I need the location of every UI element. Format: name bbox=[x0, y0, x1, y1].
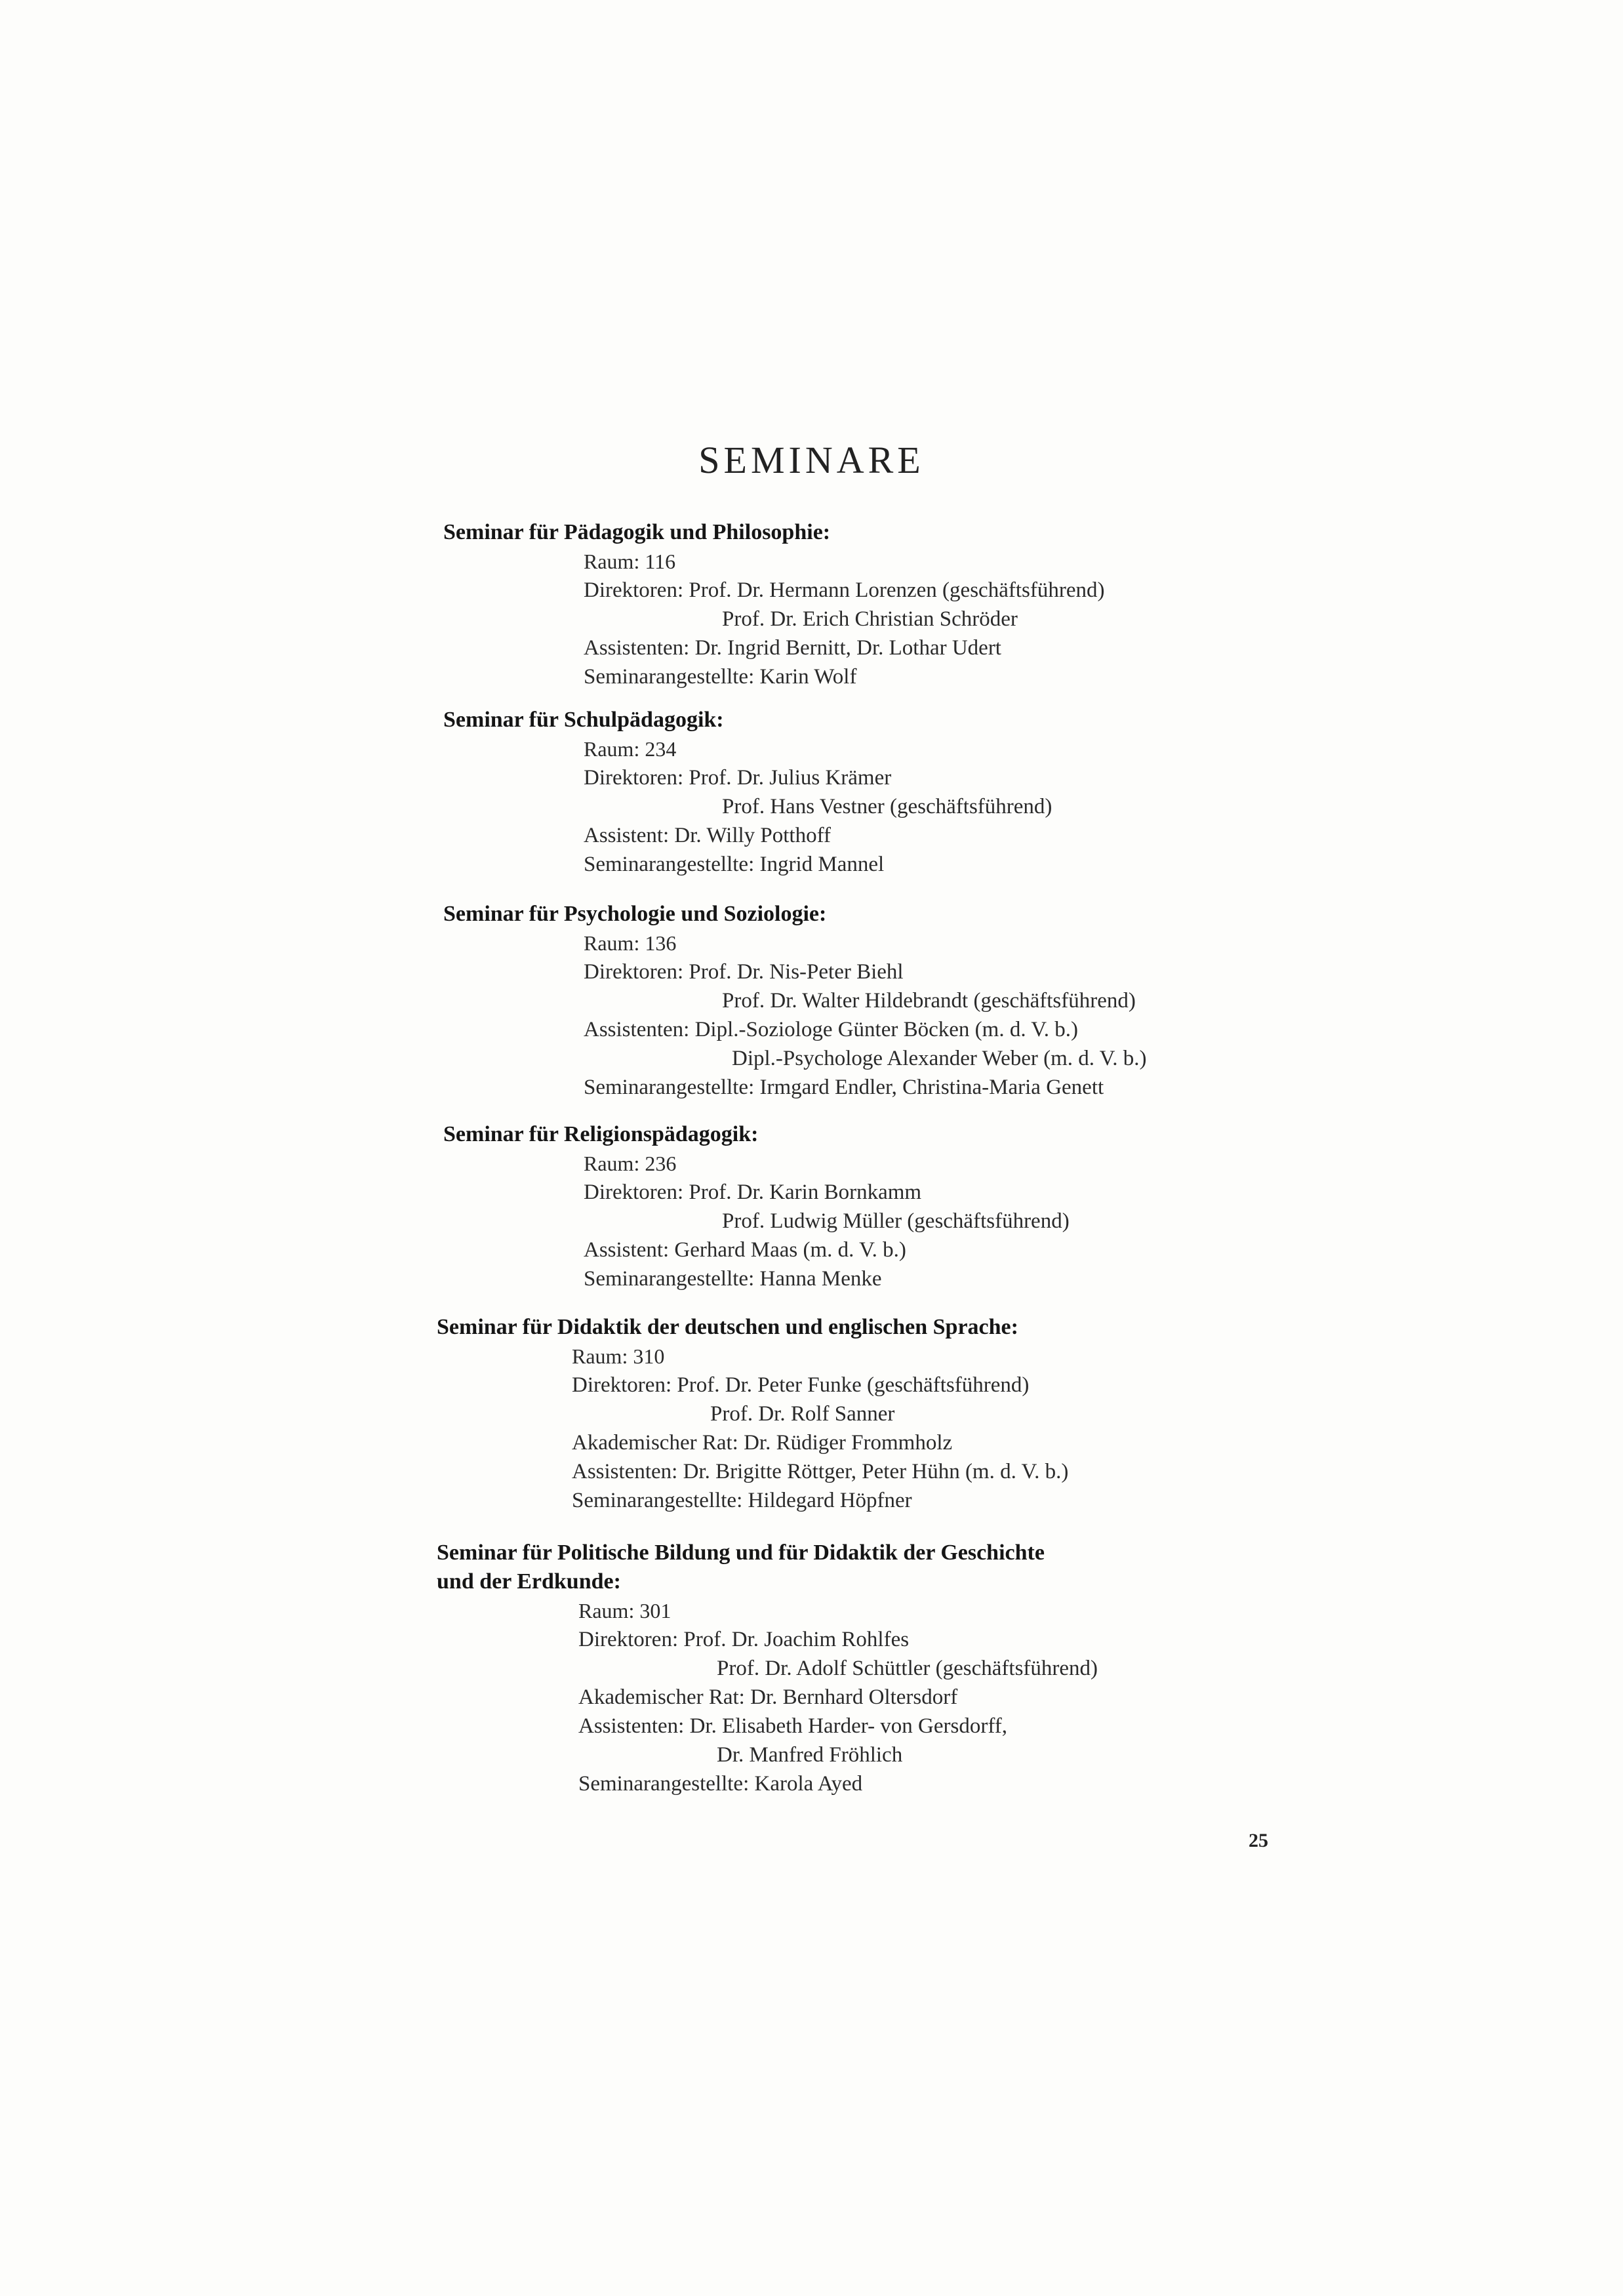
staff-line: Seminarangestellte: Ingrid Mannel bbox=[584, 853, 885, 876]
staff-line: Seminarangestellte: Karin Wolf bbox=[584, 665, 857, 689]
section-heading: Seminar für Psychologie und Soziologie: bbox=[443, 902, 827, 926]
directors-line: Prof. Hans Vestner (geschäftsführend) bbox=[722, 795, 1052, 818]
assistants-line: Assistenten: Dr. Brigitte Röttger, Peter Hühn (m. d. V. b.) bbox=[572, 1460, 1069, 1483]
seminar-section bbox=[443, 1120, 1361, 1293]
seminar-section bbox=[443, 518, 1361, 691]
directors-line: Direktoren: Prof. Dr. Hermann Lorenzen (geschäftsführend) bbox=[584, 578, 1105, 602]
academic-council-line: Akademischer Rat: Dr. Bernhard Oltersdorf bbox=[578, 1685, 958, 1709]
section-heading: Seminar für Pädagogik und Philosophie: bbox=[443, 520, 831, 544]
directors-line: Prof. Ludwig Müller (geschäftsführend) bbox=[722, 1209, 1070, 1233]
directors-line: Prof. Dr. Adolf Schüttler (geschäftsführend) bbox=[717, 1657, 1098, 1680]
directors-line: Direktoren: Prof. Dr. Julius Krämer bbox=[584, 766, 892, 790]
assistants-line: Assistent: Gerhard Maas (m. d. V. b.) bbox=[584, 1238, 906, 1262]
section-body bbox=[578, 1596, 1355, 1798]
seminar-section bbox=[443, 706, 1361, 879]
page-title: SEMINARE bbox=[698, 439, 925, 481]
directors-line: Direktoren: Prof. Dr. Peter Funke (geschäftsführend) bbox=[572, 1373, 1030, 1397]
section-body bbox=[584, 929, 1361, 1102]
section-heading: Seminar für Religionspädagogik: bbox=[443, 1122, 759, 1146]
seminar-section bbox=[443, 900, 1361, 1102]
section-body bbox=[584, 547, 1361, 691]
assistants-line: Assistenten: Dipl.-Soziologe Günter Böcken (m. d. V. b.) bbox=[584, 1018, 1079, 1041]
assistants-line: Assistenten: Dr. Elisabeth Harder- von Gersdorff, bbox=[578, 1714, 1007, 1738]
section-heading: Seminar für Politische Bildung und für Didaktik der Geschichte und der Erdkunde: bbox=[437, 1541, 1045, 1594]
section-heading: Seminar für Schulpädagogik: bbox=[443, 708, 724, 732]
section-heading: Seminar für Didaktik der deutschen und englischen Sprache: bbox=[437, 1315, 1018, 1339]
academic-council-line: Akademischer Rat: Dr. Rüdiger Frommholz bbox=[572, 1431, 953, 1455]
assistants-line: Dipl.-Psychologe Alexander Weber (m. d. V. b.) bbox=[732, 1047, 1147, 1070]
section-body bbox=[584, 735, 1361, 879]
page-number: 25 bbox=[1249, 1830, 1268, 1851]
room-line: Raum: 236 bbox=[584, 1152, 677, 1175]
seminar-section bbox=[437, 1539, 1355, 1798]
section-body bbox=[572, 1342, 1355, 1515]
assistants-line: Dr. Manfred Fröhlich bbox=[717, 1743, 903, 1767]
room-line: Raum: 301 bbox=[578, 1599, 671, 1622]
directors-line: Direktoren: Prof. Dr. Karin Bornkamm bbox=[584, 1180, 922, 1204]
staff-line: Seminarangestellte: Irmgard Endler, Christina-Maria Genett bbox=[584, 1076, 1104, 1099]
room-line: Raum: 310 bbox=[572, 1344, 665, 1368]
directors-line: Prof. Dr. Erich Christian Schröder bbox=[722, 607, 1018, 631]
seminar-section bbox=[437, 1313, 1355, 1515]
assistants-line: Assistenten: Dr. Ingrid Bernitt, Dr. Lothar Udert bbox=[584, 636, 1001, 660]
staff-line: Seminarangestellte: Hanna Menke bbox=[584, 1267, 882, 1291]
staff-line: Seminarangestellte: Hildegard Höpfner bbox=[572, 1489, 912, 1512]
directors-line: Prof. Dr. Rolf Sanner bbox=[710, 1402, 895, 1426]
room-line: Raum: 234 bbox=[584, 737, 677, 761]
directors-line: Prof. Dr. Walter Hildebrandt (geschäftsführend) bbox=[722, 989, 1136, 1013]
room-line: Raum: 136 bbox=[584, 931, 677, 955]
directors-line: Direktoren: Prof. Dr. Joachim Rohlfes bbox=[578, 1628, 910, 1651]
section-body bbox=[584, 1149, 1361, 1293]
directors-line: Direktoren: Prof. Dr. Nis-Peter Biehl bbox=[584, 960, 904, 984]
assistants-line: Assistent: Dr. Willy Potthoff bbox=[584, 824, 831, 847]
staff-line: Seminarangestellte: Karola Ayed bbox=[578, 1772, 863, 1796]
room-line: Raum: 116 bbox=[584, 550, 676, 573]
